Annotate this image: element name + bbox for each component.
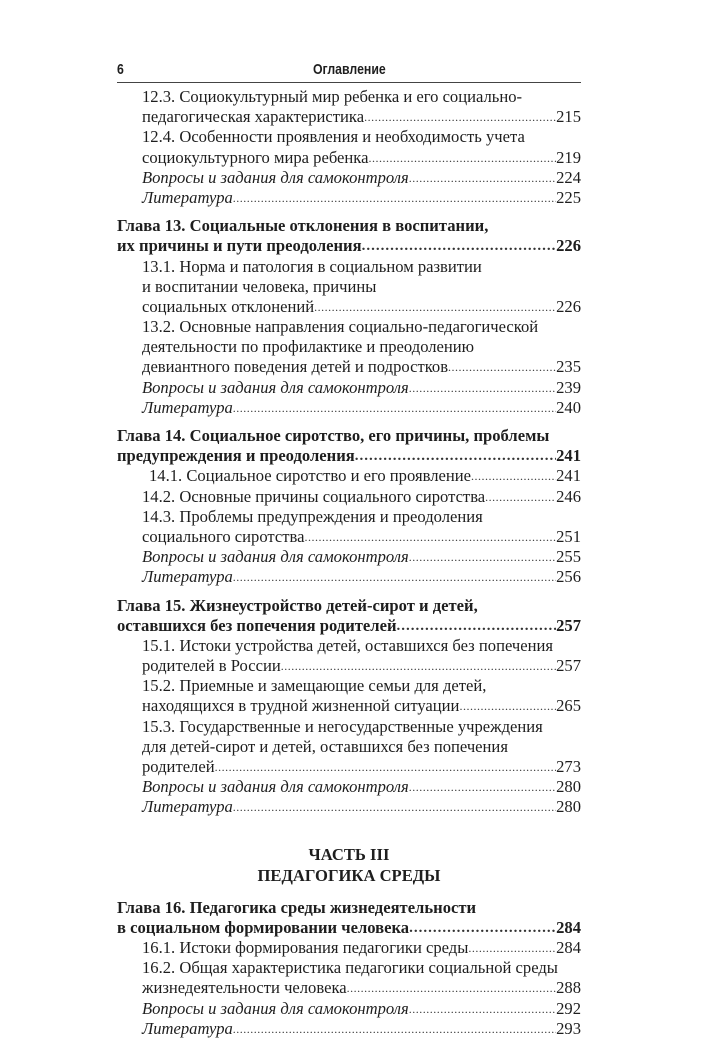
leader-dots (355, 446, 556, 466)
leader-dots (233, 188, 556, 208)
toc-line: 15.3. Государственные и негосударственные учреждения (142, 716, 543, 736)
leader-dots (409, 547, 556, 567)
leader-dots (409, 378, 556, 398)
toc-line: 13.2. Основные направления социально-педагогической (142, 317, 539, 337)
page-ref: 251 (556, 526, 581, 546)
page-ref: 241 (556, 446, 581, 466)
leader-dots (397, 616, 557, 636)
toc-entry-13-2[interactable]: девиантного поведения детей и подростков ..... 235 (117, 357, 581, 377)
toc-entry-13-1[interactable]: социальных отклонений ..... 226 (117, 297, 581, 317)
part-heading[interactable] (117, 844, 581, 886)
leader-dots (448, 357, 556, 377)
leader-dots (347, 978, 556, 998)
leader-dots (409, 168, 556, 188)
toc-entry-questions-15[interactable]: Вопросы и задания для самоконтроля ..... 280 (117, 777, 581, 797)
part-title: ПЕДАГОГИКА СРЕДЫ (257, 865, 441, 885)
toc-entry-12-3[interactable]: педагогическая характеристика ..... 215 (117, 107, 581, 127)
page-ref: 225 (556, 187, 581, 207)
toc-entry-14-1[interactable]: 14.1. Социальное сиротство и его проявление ..... 241 (117, 466, 581, 486)
page-number: 6 (117, 61, 124, 78)
toc-entry-literature-16[interactable]: Литература ..... 293 (117, 1019, 581, 1039)
toc-entry-16-1[interactable]: 16.1. Истоки формирования педагогики среды ..... 284 (117, 938, 581, 958)
part-number: ЧАСТЬ III (308, 844, 390, 864)
page-ref: 235 (556, 357, 581, 377)
toc-entry-questions-14[interactable]: Вопросы и задания для самоконтроля ..... 255 (117, 547, 581, 567)
toc-entry-literature-12[interactable]: Литература ..... 225 (117, 188, 581, 208)
page-ref: 293 (556, 1018, 581, 1038)
toc-line: для детей-сирот и детей, оставшихся без попечения (142, 736, 508, 756)
toc-line: и воспитании человека, причины (142, 276, 377, 296)
toc-entry-14-3[interactable]: социального сиротства ..... 251 (117, 527, 581, 547)
toc-chapter-16-title: Глава 16. Педагогика среды жизнедеятельности (117, 897, 477, 917)
toc-entry-12-4[interactable]: социокультурного мира ребенка ..... 219 (117, 148, 581, 168)
toc-chapter-15[interactable]: оставшихся без попечения родителей ..... 257 (117, 616, 581, 636)
toc-entry-literature-13[interactable]: Литература ..... 240 (117, 398, 581, 418)
leader-dots (362, 236, 557, 256)
page-ref: 241 (556, 466, 581, 486)
toc-entry-14-2[interactable]: 14.2. Основные причины социального сиротства ..... 246 (117, 487, 581, 507)
leader-dots (468, 938, 556, 958)
running-title: Оглавление (312, 61, 386, 78)
toc-chapter-14-title: Глава 14. Социальное сиротство, его причины, проблемы (117, 426, 550, 445)
toc-entry-literature-15[interactable]: Литература ..... 280 (117, 797, 581, 817)
page-ref: 226 (556, 296, 581, 316)
page-ref: 292 (556, 998, 581, 1018)
table-of-contents (117, 87, 581, 1039)
leader-dots (409, 777, 556, 797)
leader-dots (233, 567, 556, 587)
toc-line: 15.1. Истоки устройства детей, оставшихся без попечения (142, 635, 554, 655)
toc-line: 12.4. Особенности проявления и необходимость учета (142, 127, 525, 147)
toc-entry-literature-14[interactable]: Литература ..... 256 (117, 567, 581, 587)
leader-dots (471, 466, 556, 486)
toc-entry-15-1[interactable]: родителей в России ..... 257 (117, 656, 581, 676)
leader-dots (233, 1019, 556, 1039)
page-ref: 255 (556, 547, 581, 567)
page-ref: 246 (556, 486, 581, 506)
toc-entry-questions-13[interactable]: Вопросы и задания для самоконтроля ..... 239 (117, 378, 581, 398)
leader-dots (281, 656, 556, 676)
leader-dots (459, 696, 556, 716)
page-ref: 257 (556, 615, 581, 635)
leader-dots (364, 107, 556, 127)
page-ref: 273 (556, 757, 581, 776)
toc-chapter-15-title: Глава 15. Жизнеустройство детей-сирот и детей, (117, 595, 478, 615)
toc-chapter-13-title: Глава 13. Социальные отклонения в воспитании, (117, 216, 489, 236)
toc-line: 15.2. Приемные и замещающие семьи для детей, (142, 676, 487, 696)
toc-line: 12.3. Социокультурный мир ребенка и его социально- (142, 87, 523, 106)
toc-entry-questions-12[interactable]: Вопросы и задания для самоконтроля ..... 224 (117, 168, 581, 188)
page-ref: 284 (556, 917, 581, 937)
toc-chapter-14[interactable]: предупреждения и преодоления ..... 241 (117, 446, 581, 466)
leader-dots (368, 148, 556, 168)
page-ref: 288 (556, 978, 581, 998)
toc-line: 14.3. Проблемы предупреждения и преодоления (142, 506, 483, 526)
leader-dots (215, 757, 557, 777)
toc-chapter-16[interactable]: в социальном формировании человека ..... 284 (117, 918, 581, 938)
leader-dots (233, 797, 556, 817)
toc-entry-questions-16[interactable]: Вопросы и задания для самоконтроля ..... 292 (117, 999, 581, 1019)
page-ref: 256 (556, 567, 581, 587)
page-ref: 280 (556, 777, 581, 797)
leader-dots (314, 297, 556, 317)
leader-dots (233, 398, 556, 418)
running-header (117, 60, 581, 83)
leader-dots (485, 487, 556, 507)
page-ref: 240 (556, 397, 581, 417)
page-ref: 215 (556, 107, 581, 127)
toc-line: 13.1. Норма и патология в социальном развитии (142, 256, 482, 276)
page-ref: 284 (556, 937, 581, 957)
toc-entry-16-2[interactable]: жизнедеятельности человека ..... 288 (117, 978, 581, 998)
page-ref: 265 (556, 696, 581, 716)
page-ref: 239 (556, 377, 581, 397)
toc-chapter-13[interactable]: их причины и пути преодоления ..... 226 (117, 236, 581, 256)
page-ref: 280 (556, 797, 581, 817)
leader-dots (409, 999, 556, 1019)
toc-line: деятельности по профилактике и преодолению (142, 337, 475, 357)
leader-dots (304, 527, 556, 547)
page-ref: 257 (556, 656, 581, 676)
toc-entry-15-3[interactable]: родителей ..... 273 (117, 757, 581, 777)
leader-dots (409, 918, 556, 938)
toc-entry-15-2[interactable]: находящихся в трудной жизненной ситуации ..... 265 (117, 696, 581, 716)
page-ref: 226 (556, 236, 581, 256)
page-ref: 219 (556, 147, 581, 167)
toc-line: 16.2. Общая характеристика педагогики социальной среды (142, 958, 558, 978)
page-ref: 224 (556, 167, 581, 187)
